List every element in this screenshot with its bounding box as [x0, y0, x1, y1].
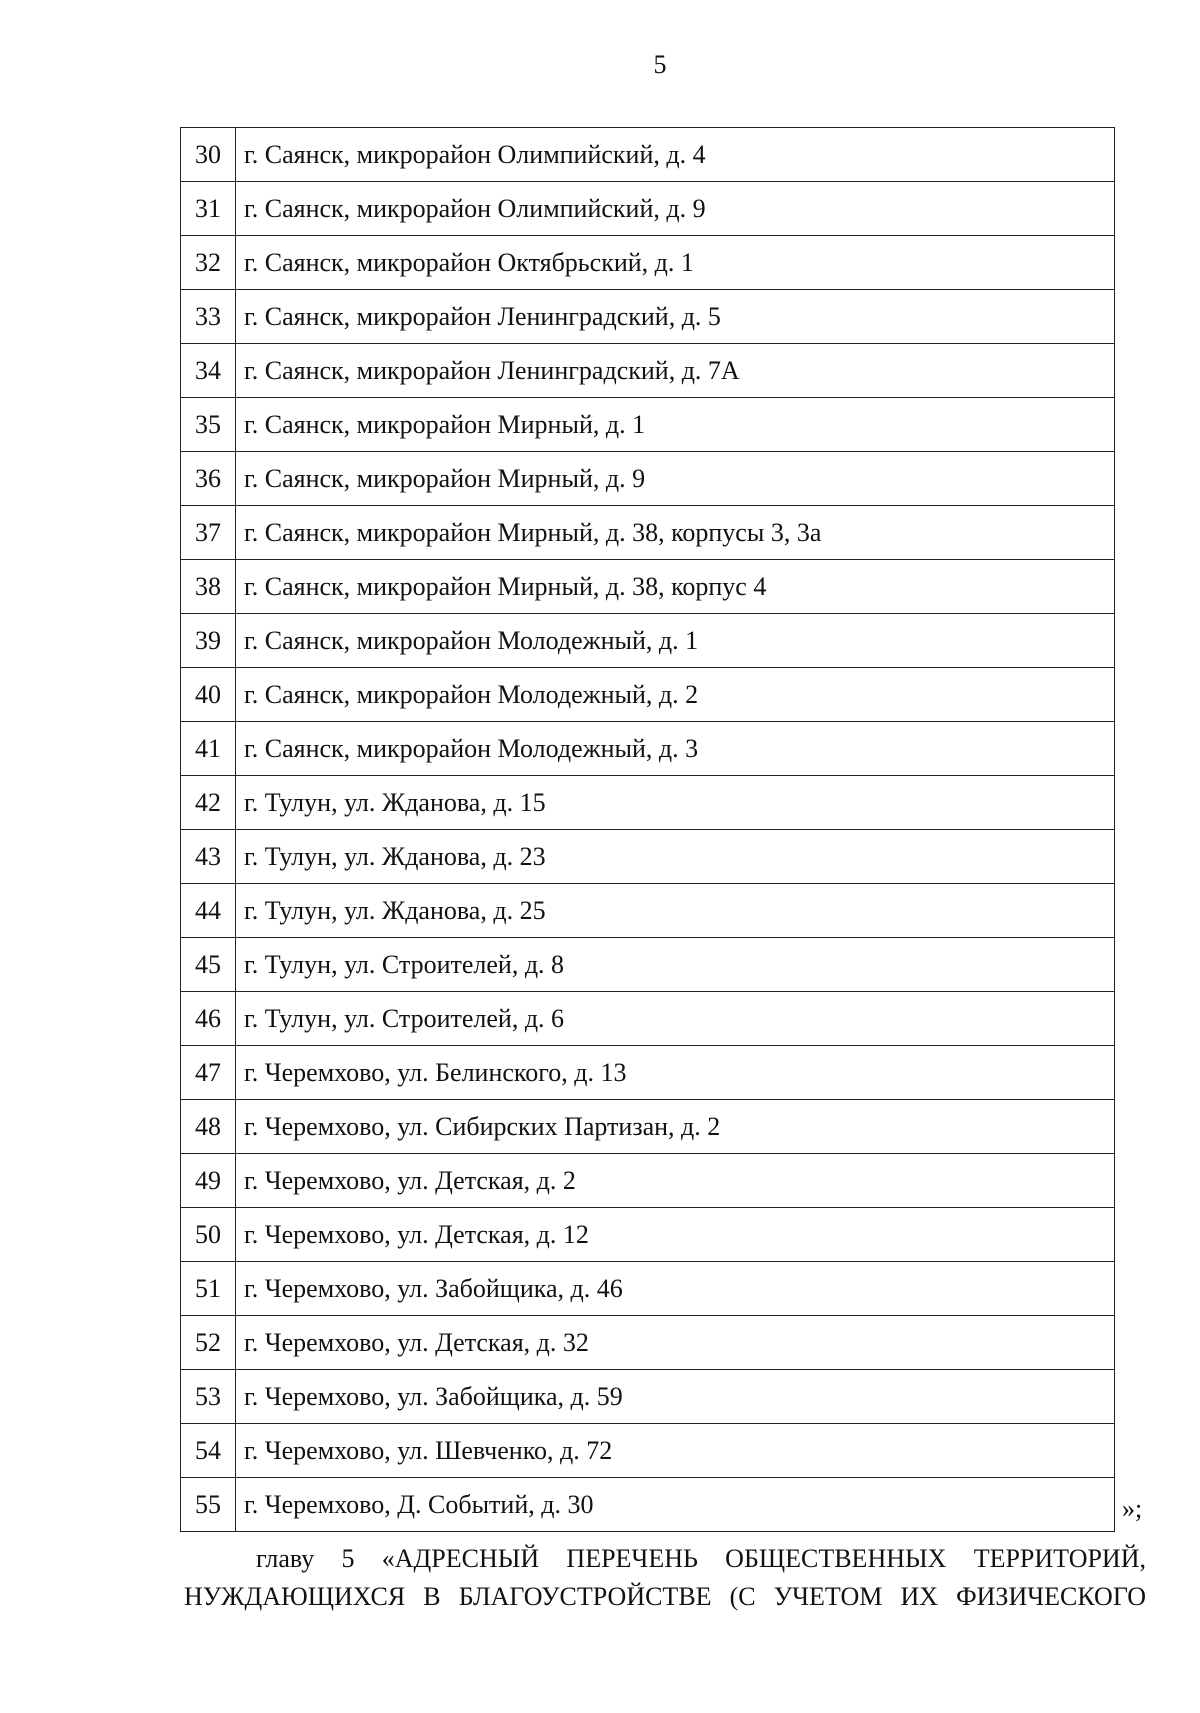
row-address: г. Тулун, ул. Жданова, д. 15	[236, 776, 1115, 830]
row-address: г. Черемхово, ул. Детская, д. 2	[236, 1154, 1115, 1208]
row-address: г. Черемхово, ул. Забойщика, д. 46	[236, 1262, 1115, 1316]
table-row	[181, 1478, 1115, 1532]
row-address: г. Саянск, микрорайон Мирный, д. 38, корпусы 3, 3а	[236, 506, 1115, 560]
page-number: 5	[653, 50, 667, 79]
table-row	[181, 884, 1115, 938]
row-address: г. Саянск, микрорайон Олимпийский, д. 9	[236, 182, 1115, 236]
row-address: г. Тулун, ул. Жданова, д. 25	[236, 884, 1115, 938]
row-number: 49	[181, 1154, 236, 1208]
row-number: 36	[181, 452, 236, 506]
row-number: 40	[181, 668, 236, 722]
row-number: 54	[181, 1424, 236, 1478]
continuation-paragraph	[184, 1540, 1146, 1616]
row-number: 48	[181, 1100, 236, 1154]
table-row	[181, 938, 1115, 992]
row-address: г. Саянск, микрорайон Мирный, д. 38, корпус 4	[236, 560, 1115, 614]
table-row	[181, 776, 1115, 830]
row-number: 51	[181, 1262, 236, 1316]
row-number: 33	[181, 290, 236, 344]
continuation-line-2: НУЖДАЮЩИХСЯ В БЛАГОУСТРОЙСТВЕ (С УЧЕТОМ ИХ ФИЗИЧЕСКОГО	[184, 1582, 1146, 1611]
row-address: г. Тулун, ул. Строителей, д. 8	[236, 938, 1115, 992]
table-row	[181, 1046, 1115, 1100]
table-row	[181, 560, 1115, 614]
table-row	[181, 344, 1115, 398]
row-number: 37	[181, 506, 236, 560]
table-row	[181, 236, 1115, 290]
row-number: 30	[181, 128, 236, 182]
row-number: 32	[181, 236, 236, 290]
row-address: г. Саянск, микрорайон Молодежный, д. 3	[236, 722, 1115, 776]
table-row	[181, 290, 1115, 344]
table-row	[181, 1154, 1115, 1208]
row-address: г. Черемхово, ул. Детская, д. 32	[236, 1316, 1115, 1370]
table-row	[181, 830, 1115, 884]
table-row	[181, 992, 1115, 1046]
row-number: 52	[181, 1316, 236, 1370]
row-number: 45	[181, 938, 236, 992]
row-address: г. Саянск, микрорайон Ленинградский, д. 7А	[236, 344, 1115, 398]
row-address: г. Саянск, микрорайон Октябрьский, д. 1	[236, 236, 1115, 290]
table-row	[181, 1262, 1115, 1316]
table-row	[181, 1208, 1115, 1262]
row-number: 38	[181, 560, 236, 614]
row-address: г. Саянск, микрорайон Мирный, д. 1	[236, 398, 1115, 452]
row-address: г. Саянск, микрорайон Молодежный, д. 2	[236, 668, 1115, 722]
row-address: г. Саянск, микрорайон Олимпийский, д. 4	[236, 128, 1115, 182]
table-row	[181, 506, 1115, 560]
row-number: 47	[181, 1046, 236, 1100]
table-row	[181, 1316, 1115, 1370]
row-address: г. Черемхово, ул. Сибирских Партизан, д. 2	[236, 1100, 1115, 1154]
row-number: 44	[181, 884, 236, 938]
row-address: г. Черемхово, ул. Шевченко, д. 72	[236, 1424, 1115, 1478]
row-address: г. Черемхово, ул. Забойщика, д. 59	[236, 1370, 1115, 1424]
table-row	[181, 452, 1115, 506]
row-number: 46	[181, 992, 236, 1046]
row-number: 50	[181, 1208, 236, 1262]
table-row	[181, 128, 1115, 182]
table-row	[181, 1370, 1115, 1424]
table-row	[181, 1424, 1115, 1478]
row-number: 42	[181, 776, 236, 830]
table-row	[181, 1100, 1115, 1154]
row-number: 35	[181, 398, 236, 452]
row-number: 39	[181, 614, 236, 668]
table-row	[181, 182, 1115, 236]
row-address: г. Саянск, микрорайон Мирный, д. 9	[236, 452, 1115, 506]
table-row	[181, 398, 1115, 452]
row-number: 34	[181, 344, 236, 398]
row-address: г. Черемхово, ул. Белинского, д. 13	[236, 1046, 1115, 1100]
row-address: г. Черемхово, ул. Детская, д. 12	[236, 1208, 1115, 1262]
continuation-line-1: главу 5 «АДРЕСНЫЙ ПЕРЕЧЕНЬ ОБЩЕСТВЕННЫХ ТЕРРИТОРИЙ,	[256, 1544, 1146, 1573]
row-number: 53	[181, 1370, 236, 1424]
row-address: г. Тулун, ул. Жданова, д. 23	[236, 830, 1115, 884]
row-number: 41	[181, 722, 236, 776]
row-address: г. Саянск, микрорайон Ленинградский, д. 5	[236, 290, 1115, 344]
row-number: 31	[181, 182, 236, 236]
table-row	[181, 722, 1115, 776]
table-row	[181, 614, 1115, 668]
address-table-body	[181, 128, 1115, 1532]
row-number: 55	[181, 1478, 236, 1532]
address-table	[180, 127, 1115, 1532]
row-address: г. Черемхово, Д. Событий, д. 30	[236, 1478, 1115, 1532]
table-row	[181, 668, 1115, 722]
row-number: 43	[181, 830, 236, 884]
row-address: г. Саянск, микрорайон Молодежный, д. 1	[236, 614, 1115, 668]
closing-quote: »;	[1122, 1494, 1143, 1523]
row-address: г. Тулун, ул. Строителей, д. 6	[236, 992, 1115, 1046]
